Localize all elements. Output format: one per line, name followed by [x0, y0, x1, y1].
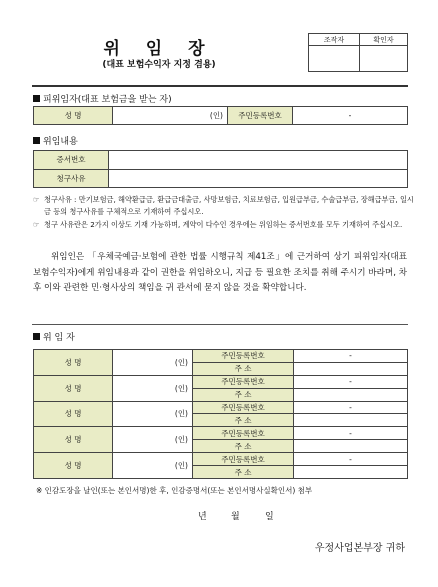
seal-mark: (인) [174, 461, 188, 471]
claim-reason-field[interactable] [109, 169, 408, 188]
date-month: 월 [231, 512, 240, 522]
seal-mark: (인) [174, 435, 188, 445]
delegator-name-label: 성 명 [34, 375, 113, 401]
delegator-name-field[interactable] [113, 375, 193, 401]
delegator-id-label: 주민등록번호 [193, 427, 294, 440]
delegator-address-field[interactable] [294, 440, 408, 453]
pointer-hand-icon: ☞ [33, 220, 40, 229]
delegator-name-label: 성 명 [34, 401, 113, 427]
delegators-section-title: 위 임 자 [33, 330, 75, 343]
square-bullet-icon [33, 333, 40, 340]
delegator-name-field[interactable] [113, 453, 193, 479]
delegation-section-title: 위임내용 [33, 134, 78, 147]
delegator-id-label: 주민등록번호 [193, 375, 294, 388]
delegator-name-field[interactable] [113, 427, 193, 453]
note-multiple-reasons: ☞ 청구 사유란은 2가지 이상도 기재 가능하며, 계약이 다수인 경우에는 위임하는 증서번호를 모두 기재하여 주십시오. [33, 220, 403, 229]
delegator-id-field[interactable]: - [294, 453, 408, 466]
middle-divider [32, 324, 408, 325]
grantee-section-title: 피위임자(대표 보험금을 받는 자) [33, 92, 172, 105]
delegator-address-label: 주 소 [193, 440, 294, 453]
approval-col-operator: 조작자 [309, 34, 360, 46]
delegator-address-label: 주 소 [193, 466, 294, 479]
date-day: 일 [265, 512, 274, 522]
pointer-hand-icon: ☞ [33, 195, 40, 204]
delegator-id-label: 주민등록번호 [193, 453, 294, 466]
delegator-id-field[interactable]: - [294, 350, 408, 363]
recipient: 우정사업본부장 귀하 [314, 543, 405, 554]
certificate-number-field[interactable] [109, 151, 408, 170]
grantee-table [33, 106, 408, 125]
square-bullet-icon [33, 95, 40, 102]
grantee-id-label: 주민등록번호 [228, 107, 293, 125]
certificate-number-label: 증서번호 [34, 151, 109, 170]
delegator-name-label: 성 명 [34, 350, 113, 376]
delegator-address-field[interactable] [294, 414, 408, 427]
square-bullet-icon [33, 137, 40, 144]
date-year: 년 [198, 512, 207, 522]
delegator-name-label: 성 명 [34, 453, 113, 479]
delegator-address-field[interactable] [294, 466, 408, 479]
delegator-id-label: 주민등록번호 [193, 350, 294, 363]
approval-col-checker: 확인자 [360, 34, 408, 46]
seal-attachment-note: ※ 인감도장을 날인(또는 본인서명)한 후, 인감증명서(또는 본인서명사실확인서) 첨부 [36, 486, 313, 495]
delegators-table [33, 349, 408, 479]
top-divider [32, 85, 408, 87]
grantee-id-field[interactable]: - [293, 107, 408, 125]
delegator-name-field[interactable] [113, 350, 193, 376]
delegator-address-label: 주 소 [193, 388, 294, 401]
delegator-address-label: 주 소 [193, 362, 294, 375]
grantee-name-label: 성 명 [34, 107, 113, 125]
delegator-name-field[interactable] [113, 401, 193, 427]
grantee-name-field[interactable] [113, 107, 228, 125]
seal-mark: (인) [174, 409, 188, 419]
approval-sign-checker[interactable] [360, 46, 408, 72]
delegator-id-label: 주민등록번호 [193, 401, 294, 414]
delegator-id-field[interactable]: - [294, 375, 408, 388]
delegator-id-field[interactable]: - [294, 427, 408, 440]
note-claim-reason: ☞ 청구사유 : 만기보험금, 해약환급금, 환급금대출금, 사망보험금, 치료보험금, 입원급부금, 수술급부금, 장해급부금, 일시금 등의 청구사유를 구체적으로 기재하여 주십시오. [33, 195, 414, 216]
delegator-address-field[interactable] [294, 388, 408, 401]
seal-mark: (인) [174, 357, 188, 367]
delegator-address-field[interactable] [294, 362, 408, 375]
document-title: 위 임 장 [103, 39, 215, 59]
delegator-name-label: 성 명 [34, 427, 113, 453]
delegation-table [33, 150, 408, 188]
document-subtitle: (대표 보험수익자 지정 겸용) [102, 60, 216, 70]
approval-box [308, 33, 408, 72]
delegator-address-label: 주 소 [193, 414, 294, 427]
claim-reason-label: 청구사유 [34, 169, 109, 188]
seal-mark: (인) [209, 111, 223, 120]
seal-mark: (인) [174, 383, 188, 393]
delegation-statement: 위임인은 「우체국예금·보험에 관한 법률 시행규칙 제41조」에 근거하여 상기 피위임자(대표 보험수익자)에게 위임내용과 같이 권한을 위임하오니, 지급 등 필요한 조치를 취해 주시기 바라며, 차후 이와 관련한 민·형사상의 책임을 귀 관서에 묻지 않을 것을 확약합니다. [33, 252, 407, 293]
delegator-id-field[interactable]: - [294, 401, 408, 414]
